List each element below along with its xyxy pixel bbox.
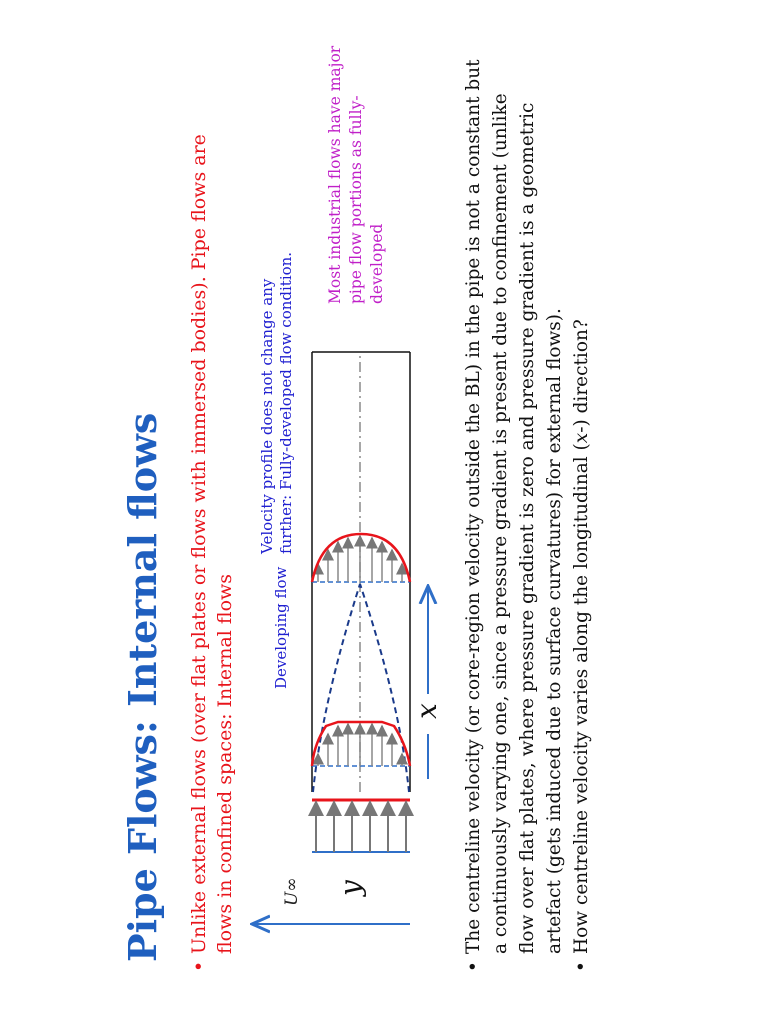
industrial-flows-note: [325, 46, 388, 304]
bullet2-text: The centreline velocity (or core-region velocity outside the BL) in the pipe is not a constant but a continuously varying one, since a pressure gradient is present due to confinement (unlike flow over flat plates, where pressure gradient is zero and pressure gradient is a geometric artefact (gets induced due to surface curvatures) for external flows).: [463, 59, 565, 954]
industrial-note-line3: developed: [368, 223, 386, 304]
freestream-velocity-label: U∞: [282, 877, 302, 906]
bullet3-before: How centreline velocity varies along the longitudinal (: [571, 443, 592, 954]
fully-developed-line2: further: Fully-developed flow condition.: [277, 251, 295, 554]
industrial-note-line2: pipe flow portions as fully-: [347, 95, 365, 304]
bullet3-after: -) direction?: [571, 319, 592, 433]
bullet-dot: •: [571, 961, 592, 972]
inlet-velocity-arrows: [316, 802, 406, 852]
developing-flow-label: Developing flow: [272, 566, 290, 689]
developing-profile-curve: [312, 722, 410, 766]
developed-profile-curve: [312, 534, 410, 582]
developing-velocity-arrows: [318, 724, 402, 766]
bullet-dot: •: [463, 961, 484, 972]
fully-developed-line1: Velocity profile does not change any: [258, 278, 276, 554]
fully-developed-label: [258, 252, 296, 554]
x-axis-label: x: [410, 703, 443, 719]
slide-title: Pipe Flows: Internal flows: [120, 412, 165, 962]
boundary-layer-top: [313, 584, 360, 792]
bullet-dot: •: [188, 960, 210, 972]
bullet3-text: [568, 54, 595, 954]
bullet3-var: x: [571, 432, 592, 444]
y-axis-label: y: [334, 880, 367, 896]
bullet1-line2: flows in confined spaces: Internal flows: [214, 573, 236, 954]
industrial-note-line1: Most industrial flows have major: [326, 45, 344, 304]
bullet1-line1: Unlike external flows (over flat plates or flows with immersed bodies). Pipe flows are: [188, 134, 210, 954]
